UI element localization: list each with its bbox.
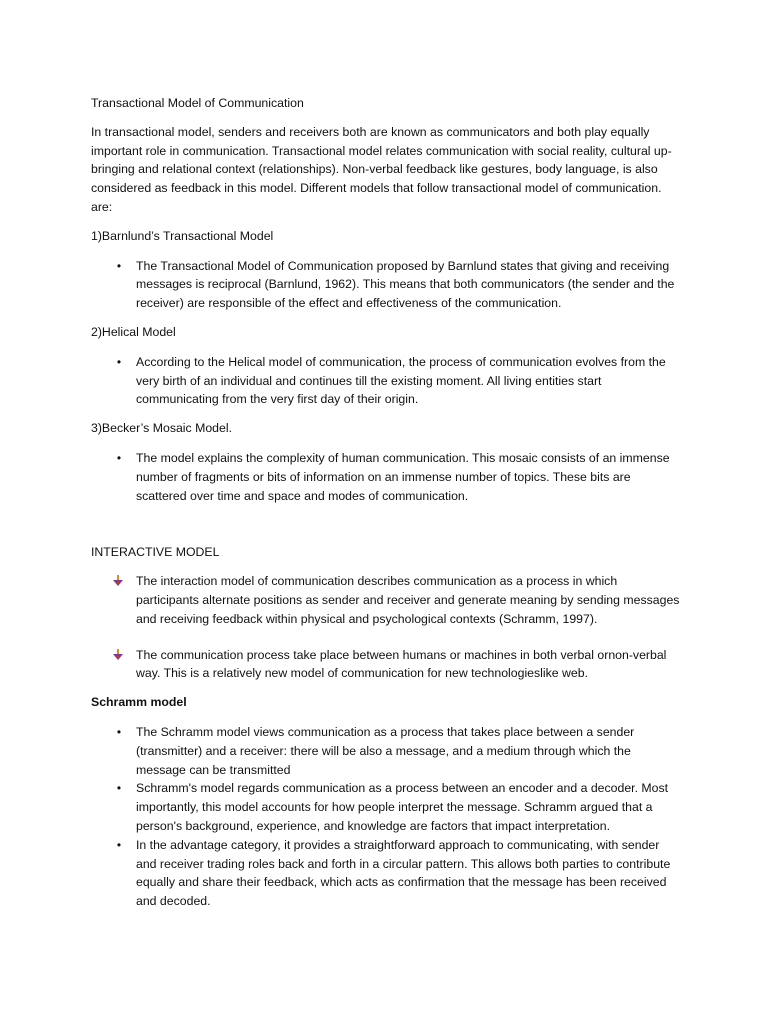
list-item: [91, 646, 681, 684]
arrow-down-bullet-icon: [112, 649, 124, 661]
list-item: [91, 449, 681, 505]
list-item: [91, 836, 681, 911]
bullet-icon: •: [116, 837, 122, 852]
list-item-text: The model explains the complexity of human communication. This mosaic consists of an immense number of fragments or bits of information on an immense number of topics. These bits are scattered over time and space and modes of communication.: [136, 450, 670, 503]
interactive-list: [91, 572, 681, 683]
section-heading-interactive: INTERACTIVE MODEL: [91, 545, 220, 560]
list-item: [91, 779, 681, 835]
list-item: [91, 723, 681, 779]
list-item-text: Schramm's model regards communication as a process between an encoder and a decoder. Most importantly, this model accounts for how people interpret the message. Schramm argued that a person's background, experience, and knowledge are factors that impact interpretation.: [136, 781, 669, 833]
becker-list: [91, 449, 681, 505]
bullet-icon: •: [116, 781, 122, 796]
list-item-text: The Schramm model views communication as a process that takes place between a sender (transmitter) and a receiver: there will be also a message, and a medium through which the message can be transmitted: [136, 724, 635, 777]
list-item: [91, 572, 681, 628]
list-item-text: The interaction model of communication describes communication as a process in which participants alternate positions as sender and receiver and generate meaning by sending messages and receiving feedback within physical and psychological contexts (Schramm, 1997).: [136, 574, 680, 626]
list-item: [91, 257, 681, 313]
barnlund-list: [91, 257, 681, 313]
list-item-text: The communication process take place between humans or machines in both verbal ornon-verbal way. This is a relatively new model of communication for new technologieslike web.: [136, 647, 667, 681]
list-item-text: In the advantage category, it provides a straightforward approach to communicating, with sender and receiver trading roles back and forth in a circular pattern. This allows both parties to contribute equally and share their feedback, which acts as confirmation that the message has been received and decoded.: [136, 837, 671, 909]
document-page: [91, 94, 681, 911]
list-item-text: The Transactional Model of Communication proposed by Barnlund states that giving and receiving messages is reciprocal (Barnlund, 1962). This means that both communicators (the sender and the receiver) are responsible of the effect and effectiveness of the communication.: [136, 258, 675, 311]
section-heading-becker: 3)Becker’s Mosaic Model.: [91, 421, 233, 436]
document-title: Transactional Model of Communication: [91, 96, 304, 110]
schramm-list: [91, 723, 681, 911]
arrow-down-bullet-icon: [112, 575, 124, 587]
list-item-text: According to the Helical model of communication, the process of communication evolves from the very birth of an individual and continues till the existing moment. All living entities start communicating from the very first day of their origin.: [136, 354, 666, 407]
bullet-icon: •: [116, 450, 122, 465]
list-item: [91, 353, 681, 409]
intro-paragraph: In transactional model, senders and receivers both are known as communicators and both play equally important role in communication. Transactional model relates communication with social reality, cultural up-bringing and relational context (relationships). Non-verbal feedback like gestures, body language, is also considered as feedback in this model. Different models that follow transactional model of communication. are:: [91, 124, 672, 214]
bullet-icon: •: [116, 258, 122, 273]
bullet-icon: •: [116, 724, 122, 739]
section-heading-schramm: Schramm model: [91, 695, 187, 710]
list-spacer: [91, 629, 681, 646]
bullet-icon: •: [116, 354, 122, 369]
section-heading-barnlund: 1)Barnlund’s Transactional Model: [91, 228, 274, 243]
section-heading-helical: 2)Helical Model: [91, 324, 176, 339]
helical-list: [91, 353, 681, 409]
